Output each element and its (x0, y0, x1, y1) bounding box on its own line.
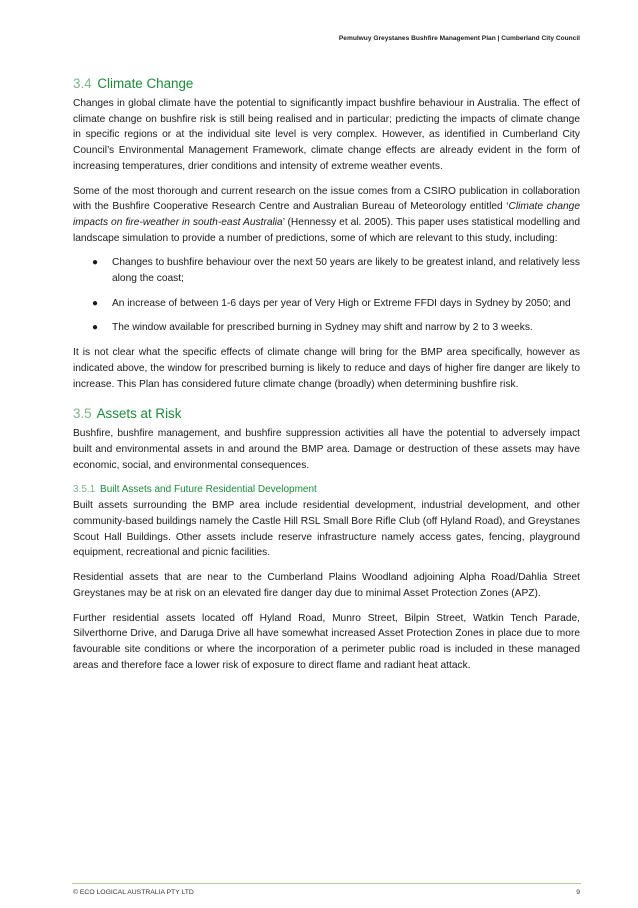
subsection-heading-built-assets (73, 483, 580, 496)
section-heading-assets-at-risk (73, 406, 580, 422)
footer-divider (72, 883, 581, 884)
section-title: Climate Change (97, 76, 194, 91)
section-number: 3.5 (73, 406, 92, 422)
running-header: Pemulwuy Greystanes Bushfire Management Plan | Cumberland City Council (338, 35, 580, 42)
paragraph: Further residential assets located off Hyland Road, Munro Street, Bilpin Street, Watkin Tench Parade, Silverthorne Drive, and Daruga Drive all have somewhat increased Asset Protection Zones in place due to more favourable site conditions or where the incorporation of a perimeter public road is included in these managed areas and therefore face a lower risk of exposure to direct flame and radiant heat attack. (73, 612, 580, 671)
paragraph: It is not clear what the specific effects of climate change will bring for the BMP area specifically, however as indicated above, the window for prescribed burning is likely to reduce and days of higher fire danger are likely to increase. This Plan has considered future climate change (broadly) when determining bushfire risk. (73, 347, 580, 390)
section-heading-climate-change (73, 76, 580, 92)
list-item-text: Changes to bushfire behaviour over the next 50 years are likely to be greatest inland, and relatively less along the coast; (112, 257, 580, 285)
bullet-icon: ● (92, 322, 99, 334)
paragraph (73, 184, 580, 247)
publication-title: Climate change impacts on fire-weather in south-east Australia (73, 201, 580, 228)
page-body (73, 70, 580, 682)
paragraph: Built assets surrounding the BMP area include residential development, industrial development, and other community-based buildings namely the Castle Hill RSL Small Bore Rifle Club (off Hyland Road), and Greystanes Scout Hall Buildings. Other assets include reserve infrastructure namely access gates, fencing, playground equipment, recreational and picnic facilities. (73, 500, 580, 559)
list-item-text: An increase of between 1-6 days per year of Very High or Extreme FFDI days in Sydney by 2050; and (112, 297, 571, 309)
page-number: 9 (576, 889, 580, 896)
paragraph: Changes in global climate have the potential to significantly impact bushfire behaviour in Australia. The effect of climate change on bushfire risk is still being realised and in particular; predicting the impacts of climate change in specific regions or at the individual site level is very complex. However, as identified in Cumberland City Council’s Environmental Management Framework, climate change effects are already evident in the form of increasing temperatures, drier conditions and intensity of extreme weather events. (73, 98, 580, 172)
list-item-text: The window available for prescribed burning in Sydney may shift and narrow by 2 to 3 weeks. (112, 322, 533, 334)
bullet-icon: ● (92, 257, 99, 269)
section-number: 3.4 (73, 76, 92, 91)
section-title: Assets at Risk (96, 406, 182, 422)
bullet-list (73, 255, 580, 336)
bullet-icon: ● (92, 297, 99, 309)
paragraph-text: ’ (Hennessy et al. 2005). This paper uses statistical modelling and landscape simulation to provide a number of predictions, some of which are relevant to this study, including: (73, 216, 580, 244)
footer-copyright: © ECO LOGICAL AUSTRALIA PTY LTD (73, 889, 194, 896)
subsection-number: 3.5.1 (73, 484, 96, 496)
paragraph: Bushfire, bushfire management, and bushfire suppression activities all have the potential to adversely impact built and environmental assets in and around the BMP area. Damage or destruction of these assets may have economic, social, and environmental consequences. (73, 428, 580, 471)
list-item (73, 255, 580, 286)
list-item (73, 320, 580, 336)
paragraph: Residential assets that are near to the Cumberland Plains Woodland adjoining Alpha Road/Dahlia Street Greystanes may be at risk on an elevated fire danger day due to minimal Asset Protection Zones (APZ). (73, 572, 580, 599)
paragraph-text: Some of the most thorough and current research on the issue comes from a CSIRO publication in collaboration with the Bushfire Cooperative Research Centre and Australian Bureau of Meteorology entitled ‘ (73, 185, 580, 213)
subsection-title: Built Assets and Future Residential Development (100, 484, 317, 496)
list-item (73, 296, 580, 312)
